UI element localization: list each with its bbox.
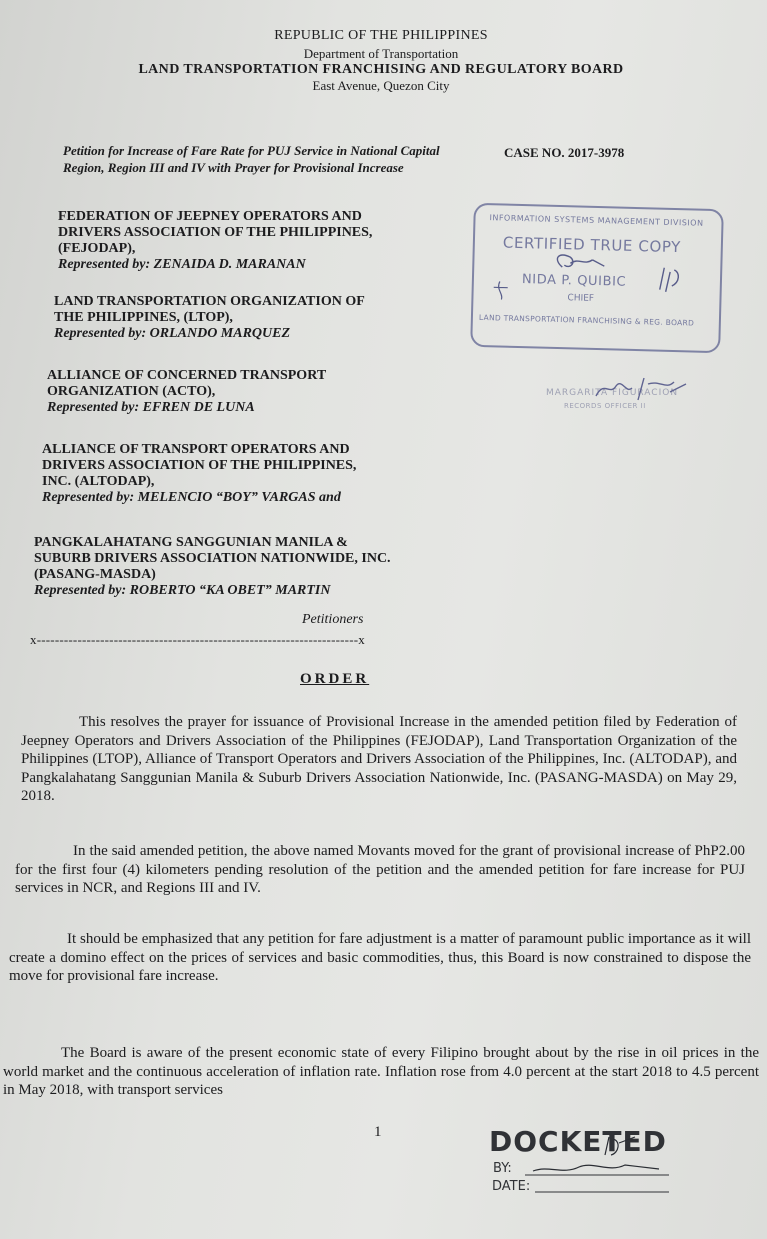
party-name-line: ORGANIZATION (ACTO), xyxy=(47,384,216,399)
header-department: Department of Transportation xyxy=(303,46,459,61)
party-name-line: ALLIANCE OF CONCERNED TRANSPORT xyxy=(47,368,327,383)
stamp-title: CERTIFIED TRUE COPY xyxy=(502,233,682,257)
stamp-name: NIDA P. QUIBIC xyxy=(521,272,627,290)
handwritten-signature xyxy=(472,205,722,351)
party-name-line: DRIVERS ASSOCIATION OF THE PHILIPPINES, xyxy=(42,458,357,473)
party-name-line: FEDERATION OF JEEPNEY OPERATORS AND xyxy=(58,209,362,224)
stamp-position: CHIEF xyxy=(567,293,595,304)
party-representative: Represented by: MELENCIO “BOY” VARGAS and xyxy=(42,490,341,505)
stamp-office: INFORMATION SYSTEMS MANAGEMENT DIVISION xyxy=(489,213,704,228)
party-name-line: LAND TRANSPORTATION ORGANIZATION OF xyxy=(54,294,365,309)
party-representative: Represented by: ZENAIDA D. MARANAN xyxy=(58,257,306,272)
header-board: LAND TRANSPORTATION FRANCHISING AND REGULATORY BOARD xyxy=(138,62,624,77)
petition-caption: Petition for Increase of Fare Rate for PUJ Service in National Capital Region, Region III and IV with Prayer for Provisional Increase xyxy=(63,143,440,175)
party-representative: Represented by: ROBERTO “KA OBET” MARTIN xyxy=(34,583,331,598)
header-republic: REPUBLIC OF THE PHILIPPINES xyxy=(274,28,488,43)
caption-separator: x-----------------------------------------------------------------------x xyxy=(30,632,365,647)
records-officer-stamp xyxy=(546,388,679,410)
party-name-line: SUBURB DRIVERS ASSOCIATION NATIONWIDE, INC. xyxy=(34,551,391,566)
party-ltop xyxy=(54,294,365,342)
certified-true-copy-stamp xyxy=(470,203,724,353)
party-name-line: (PASANG-MASDA) xyxy=(34,567,156,582)
stamp-agency: LAND TRANSPORTATION FRANCHISING & REG. BOARD xyxy=(478,312,695,328)
party-representative: Represented by: ORLANDO MARQUEZ xyxy=(54,326,291,341)
stamp-title: RECORDS OFFICER II xyxy=(564,402,646,410)
order-paragraph: It should be emphasized that any petition for fare adjustment is a matter of paramount public importance as it will create a domino effect on the prices of services and basic commodities, thus, this Board is now constrained to dispose the move for provisional fare increase. xyxy=(9,931,751,984)
stamp-by-label: BY: xyxy=(493,1161,512,1176)
signature-lines xyxy=(489,1125,679,1205)
party-acto xyxy=(47,368,326,416)
order-paragraph: This resolves the prayer for issuance of Provisional Increase in the amended petition filed by Federation of Jeepney Operators and Drivers Association of the Philippines (FEJODAP), Land Transportation Organization of the Philippines (LTOP), Alliance of Transport Operators and Drivers Association of the Philippines, Inc. (ALTODAP), and Pangkalahatang Sanggunian Manila & Suburb Drivers Association Nationwide, Inc. (PASANG-MASDA) on May 29, 2018. xyxy=(21,714,737,804)
party-pasang-masda xyxy=(34,535,391,599)
case-number: CASE NO. 2017-3978 xyxy=(504,145,625,160)
party-name-line: PANGKALAHATANG SANGGUNIAN MANILA & xyxy=(34,535,348,550)
party-altodap xyxy=(42,442,356,506)
page-number: 1 xyxy=(374,1124,382,1140)
order-paragraph: In the said amended petition, the above named Movants moved for the grant of provisional increase of PhP2.00 for the first four (4) kilometers pending resolution of the petition and the amended petition for fare increase for PUJ services in NCR, and Regions III and IV. xyxy=(15,843,745,896)
party-name-line: INC. (ALTODAP), xyxy=(42,474,155,489)
order-title: ORDER xyxy=(300,671,370,687)
party-name-line: DRIVERS ASSOCIATION OF THE PHILIPPINES, xyxy=(58,225,373,240)
petitioners-label: Petitioners xyxy=(302,612,364,627)
stamp-name: MARGARITA FIGURACION xyxy=(546,388,679,398)
stamp-title: DOCKETED xyxy=(489,1125,667,1158)
stamp-date-label: DATE: xyxy=(492,1179,531,1194)
party-name-line: ALLIANCE OF TRANSPORT OPERATORS AND xyxy=(42,442,350,457)
party-representative: Represented by: EFREN DE LUNA xyxy=(47,400,255,415)
party-name-line: (FEJODAP), xyxy=(58,241,136,256)
party-name-line: THE PHILIPPINES, (LTOP), xyxy=(54,310,233,325)
order-paragraph: The Board is aware of the present economic state of every Filipino brought about by the rise in oil prices in the world market and the continuous acceleration of inflation rate. Inflation rose from 4.0 percent at the start 2018 to 4.5 percent in May 2018, with transport services xyxy=(3,1045,759,1098)
docketed-stamp xyxy=(489,1125,667,1194)
party-fejodap xyxy=(58,209,372,273)
header-address: East Avenue, Quezon City xyxy=(312,78,450,93)
handwritten-signature xyxy=(574,370,714,410)
